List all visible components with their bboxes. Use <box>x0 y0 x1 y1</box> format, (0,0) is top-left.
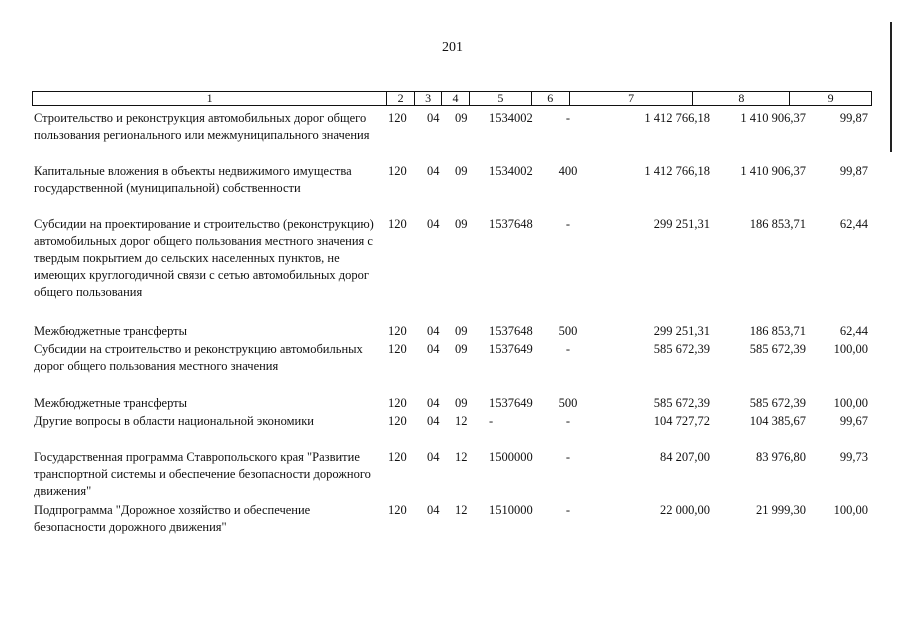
header-col-9: 9 <box>827 91 834 105</box>
cell-col-7: 299 251,31 <box>653 217 710 231</box>
header-col-3: 3 <box>415 92 442 105</box>
cell-col-3: 04 <box>427 396 440 410</box>
cell-col-6: - <box>565 414 571 428</box>
cell-col-2: 120 <box>388 111 407 125</box>
row-name: Межбюджетные трансферты <box>34 396 188 410</box>
cell-col-8: 585 672,39 <box>749 342 806 356</box>
cell-col-4: 09 <box>455 111 468 125</box>
cell-col-7: 585 672,39 <box>653 342 710 356</box>
row-name: Капитальные вложения в объекты недвижимого имущества государственной (муниципальной) собственности <box>34 164 352 195</box>
cell-col-3: 04 <box>427 342 440 356</box>
cell-col-5: 1510000 <box>489 503 533 517</box>
cell-col-6: 400 <box>558 164 578 178</box>
cell-col-8: 1 410 906,37 <box>740 164 806 178</box>
cell-col-8: 83 976,80 <box>756 450 806 464</box>
cell-col-2: 120 <box>388 396 407 410</box>
cell-col-9: 99,87 <box>839 164 868 178</box>
cell-col-5: 1500000 <box>489 450 533 464</box>
cell-col-7: 104 727,72 <box>653 414 710 428</box>
cell-col-7: 585 672,39 <box>653 396 710 410</box>
cell-col-3: 04 <box>427 503 440 517</box>
cell-col-5: 1537649 <box>489 342 533 356</box>
cell-col-5: 1534002 <box>489 111 533 125</box>
row-name: Государственная программа Ставропольского края "Развитие транспортной системы и обеспечение безопасности дорожного движения" <box>34 450 371 498</box>
cell-col-2: 120 <box>388 217 407 231</box>
cell-col-4: 09 <box>455 342 468 356</box>
cell-col-9: 100,00 <box>833 503 868 517</box>
cell-col-9: 62,44 <box>839 217 868 231</box>
cell-col-8: 21 999,30 <box>756 503 806 517</box>
cell-col-4: 09 <box>455 396 468 410</box>
cell-col-9: 99,73 <box>839 450 868 464</box>
row-name: Другие вопросы в области национальной экономики <box>34 414 314 428</box>
cell-col-8: 585 672,39 <box>749 396 806 410</box>
cell-col-6: 500 <box>558 324 578 338</box>
cell-col-3: 04 <box>427 324 440 338</box>
cell-col-4: 12 <box>455 503 468 517</box>
row-name: Субсидии на проектирование и строительство (реконструкцию) автомобильных дорог общего пользования местного значения с твердым покрытием до сельских населенных пунктов, не имеющих круглогодичной связи с сетью автомобильных дорог общего пользования <box>34 217 374 299</box>
cell-col-6: - <box>565 217 571 231</box>
header-col-6: 6 <box>532 92 570 105</box>
cell-col-2: 120 <box>388 503 407 517</box>
cell-col-3: 04 <box>427 450 440 464</box>
cell-col-8: 186 853,71 <box>749 324 806 338</box>
row-name: Подпрограмма "Дорожное хозяйство и обеспечение безопасности дорожного движения" <box>34 503 311 534</box>
cell-col-4: 09 <box>455 324 468 338</box>
cell-col-7: 1 412 766,18 <box>644 164 710 178</box>
cell-col-4: 12 <box>455 450 468 464</box>
cell-col-2: 120 <box>388 450 407 464</box>
cell-col-2: 120 <box>388 164 407 178</box>
cell-col-4: 12 <box>455 414 468 428</box>
cell-col-6: - <box>565 111 571 125</box>
cell-col-5: 1534002 <box>489 164 533 178</box>
cell-col-2: 120 <box>388 414 407 428</box>
table-header <box>32 91 872 106</box>
header-col-2: 2 <box>387 92 415 105</box>
header-col-8: 8 <box>693 92 790 105</box>
cell-col-3: 04 <box>427 217 440 231</box>
header-col-4: 4 <box>442 92 470 105</box>
cell-col-5: 1537649 <box>489 396 533 410</box>
cell-col-3: 04 <box>427 164 440 178</box>
cell-col-4: 09 <box>455 164 468 178</box>
cell-col-7: 1 412 766,18 <box>644 111 710 125</box>
cell-col-9: 99,67 <box>839 414 868 428</box>
cell-col-3: 04 <box>427 414 440 428</box>
cell-col-6: - <box>565 503 571 517</box>
cell-col-6: - <box>565 450 571 464</box>
cell-col-7: 22 000,00 <box>660 503 710 517</box>
cell-col-4: 09 <box>455 217 468 231</box>
cell-col-3: 04 <box>427 111 440 125</box>
cell-col-2: 120 <box>388 324 407 338</box>
cell-col-8: 1 410 906,37 <box>740 111 806 125</box>
cell-col-8: 186 853,71 <box>749 217 806 231</box>
cell-col-9: 99,87 <box>839 111 868 125</box>
cell-col-9: 100,00 <box>833 396 868 410</box>
cell-col-5: 1537648 <box>489 217 533 231</box>
header-col-5: 5 <box>470 92 532 105</box>
cell-col-6: - <box>565 342 571 356</box>
cell-col-7: 299 251,31 <box>653 324 710 338</box>
row-name: Субсидии на строительство и реконструкцию автомобильных дорог общего пользования местного значения <box>34 342 363 373</box>
margin-rule <box>890 22 892 152</box>
row-name: Строительство и реконструкция автомобильных дорог общего пользования регионального или межмуниципального значения <box>34 111 370 142</box>
cell-col-7: 84 207,00 <box>660 450 710 464</box>
header-col-1: 1 <box>33 92 387 105</box>
cell-col-6: 500 <box>558 396 578 410</box>
cell-col-5: 1537648 <box>489 324 533 338</box>
header-col-7: 7 <box>570 92 694 105</box>
cell-col-8: 104 385,67 <box>749 414 806 428</box>
row-name: Межбюджетные трансферты <box>34 324 188 338</box>
cell-col-5: - <box>489 414 494 428</box>
cell-col-9: 100,00 <box>833 342 868 356</box>
cell-col-2: 120 <box>388 342 407 356</box>
page-number: 201 <box>442 40 463 55</box>
cell-col-9: 62,44 <box>839 324 868 338</box>
